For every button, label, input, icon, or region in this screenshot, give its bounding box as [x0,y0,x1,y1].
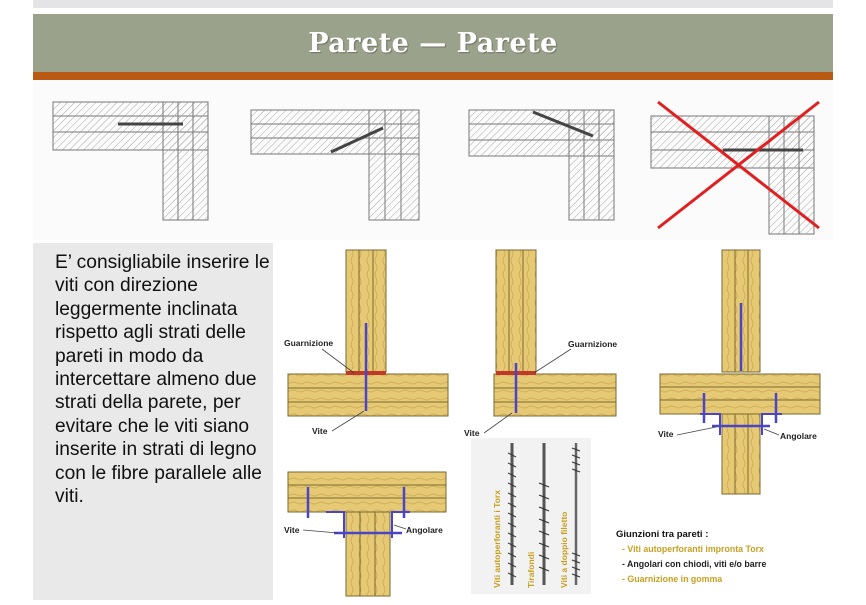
label-screw-doppio-filetto: Viti a doppio filetto [559,511,569,588]
text-panel [33,243,273,600]
label-vite-a: Vite [312,426,328,436]
top-strip [33,0,833,8]
legend-title: Giunzioni tra pareti : [616,529,709,540]
label-screw-tirafondi: Tirafondi [526,551,536,588]
label-angolare-c: Angolare [780,431,817,441]
body-text: E’ consigliabile inserire le viti con direzione leggermente inclinata rispetto agli strati delle pareti in modo da intercettare almeno due strati della parete, per evitare che le viti siano inserite in strati di legno con le fibre parallele alle viti. [55,252,270,508]
label-vite-c: Vite [658,429,674,439]
title-banner [33,14,833,72]
legend-box [616,529,766,584]
legend-item-2: - Angolari con chiodi, viti e/o barre [622,559,767,569]
legend-item-3: - Guarnizione in gomma [622,574,723,584]
title-rule [33,72,833,80]
joint-diagram-a [284,250,448,436]
corner-sketch-4-incorrect [651,102,819,234]
corner-sketch-3 [469,110,614,220]
wall-joint-diagrams [276,243,833,600]
label-screw-torx: Viti autoperforanti i Torx [492,490,502,588]
joint-diagram-b [464,250,617,438]
label-vite-d: Vite [284,525,300,535]
corner-sketch-1 [53,102,208,220]
joint-diagram-d [284,472,446,596]
corner-joint-sketches [33,80,833,240]
legend-item-1: - Viti autoperforanti impronta Torx [622,544,764,554]
slide-title: Parete — Parete [308,27,558,59]
label-vite-b: Vite [464,428,480,438]
label-angolare-d: Angolare [406,525,443,535]
label-guarnizione-b: Guarnizione [568,339,618,349]
screw-samples [471,438,591,594]
label-guarnizione-a: Guarnizione [284,338,334,348]
corner-sketch-2 [251,110,419,220]
joint-diagram-c [658,250,820,494]
